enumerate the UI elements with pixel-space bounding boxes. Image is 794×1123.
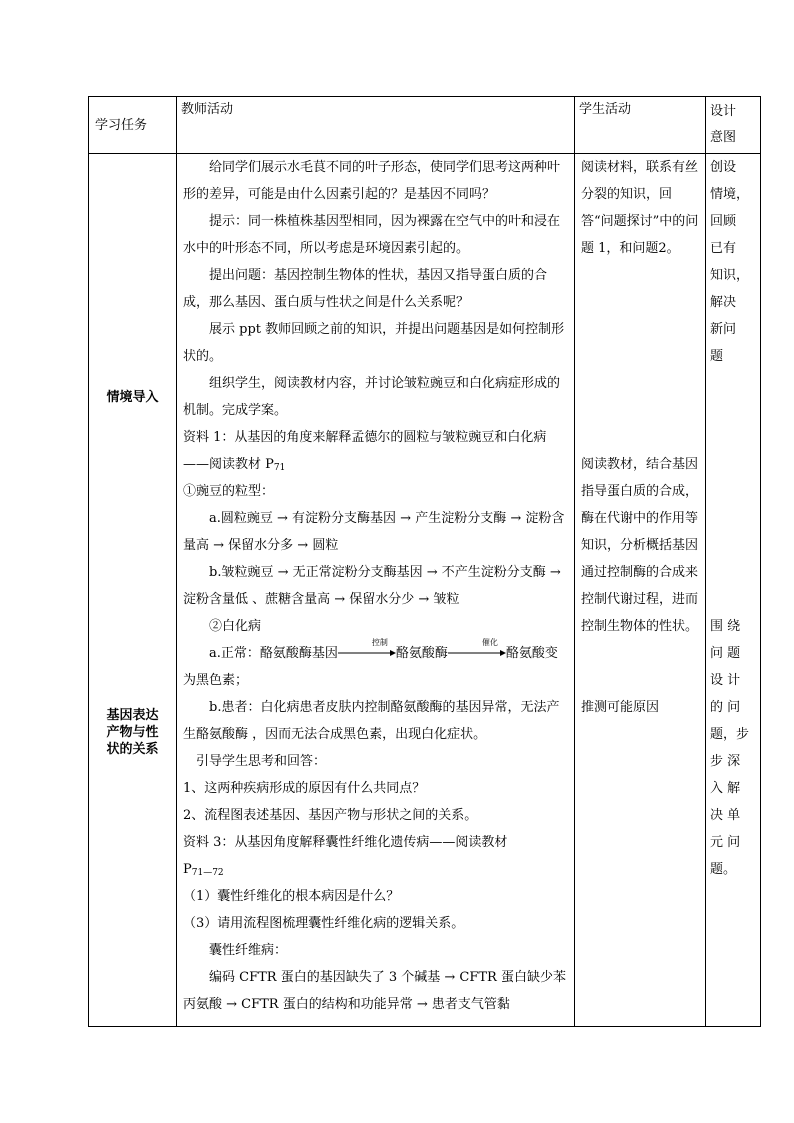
- teacher-para-7: [183, 451, 568, 478]
- task-column: [89, 154, 177, 1027]
- intent-line: 已有: [710, 241, 737, 256]
- task-label-intro: 情境导入: [106, 390, 159, 405]
- teacher-para-22: 编码 CFTR 蛋白的基因缺失了 3 个碱基 → CFTR 蛋白缺少苯丙氨酸 → CFTR 蛋白的结构和功能异常 → 患者支气管黏: [183, 970, 566, 1012]
- teacher-para-9: a.圆粒豌豆 → 有淀粉分支酶基因 → 产生淀粉分支酶 → 淀粉含量高 → 保留水分多 → 圆粒: [183, 511, 565, 553]
- table-body-row: [89, 154, 761, 1027]
- teacher-para-12-b: 酪氨酸酶: [395, 646, 448, 661]
- intent-spacer: [710, 370, 758, 613]
- teacher-para-18-page-sub: 71—72: [191, 868, 224, 878]
- teacher-para-15: 1、这两种疾病形成的原因有什么共同点？: [183, 781, 426, 796]
- intent-line: 题。: [710, 862, 737, 877]
- intent-block-1: [710, 154, 758, 370]
- teacher-para-21: 囊性纤维病：: [209, 943, 288, 958]
- lesson-plan-table-page: [88, 96, 760, 1025]
- intent-line: 围 绕: [710, 619, 741, 634]
- lesson-plan-table: [88, 96, 761, 1027]
- student-para-2: 阅读教材，结合基因指导蛋白质的合成，酶在代谢中的作用等知识，分析概括基因通过控制酶的合成来控制代谢过程，进而控制生物体的性状。: [581, 457, 699, 634]
- arrow-control-label: 控制: [371, 638, 388, 647]
- intent-line: 的 问: [710, 700, 741, 715]
- task-label-gene-expression: [89, 707, 176, 758]
- teacher-para-12-c: 酪氨酸变为黑色素；: [183, 646, 558, 688]
- student-activity-column: [575, 154, 706, 1027]
- teacher-para-2: 提示：同一株植株基因型相同，因为裸露在空气中的叶和浸在水中的叶形态不同，所以考虑是环境因素引起的。: [183, 214, 561, 256]
- teacher-para-10: b.皱粒豌豆 → 无正常淀粉分支酶基因 → 不产生淀粉分支酶 → 淀粉含量低 、蔗糖含量高 → 保留水分少 → 皱粒: [183, 565, 561, 607]
- student-para-1: 阅读材料，联系有丝分裂的知识，回答“问题探讨”中的问题 1，和问题2。: [581, 160, 699, 256]
- task-label-gene-line1: 基因表达: [106, 708, 159, 723]
- header-learning-task: 学习任务: [89, 97, 177, 154]
- header-teacher-activity: 教师活动: [177, 97, 575, 154]
- teacher-para-14: 引导学生思考和回答：: [196, 754, 327, 769]
- teacher-para-19: （1）囊性纤维化的根本病因是什么？: [183, 889, 400, 904]
- teacher-para-20: （3）请用流程图梳理囊性纤维化病的逻辑关系。: [183, 916, 465, 931]
- teacher-para-8: ①豌豆的粒型：: [183, 484, 275, 499]
- teacher-para-17: 资料 3：从基因角度解释囊性纤维化遗传病——阅读教材: [183, 835, 508, 850]
- intent-line: 知识，: [710, 268, 750, 283]
- teacher-para-16: 2、流程图表述基因、基因产物与形状之间的关系。: [183, 808, 478, 823]
- intent-line: 步 深: [710, 754, 741, 769]
- intent-line: 问 题: [710, 646, 741, 661]
- task-label-gene-line3: 状的关系: [106, 742, 159, 757]
- intent-line: 解决: [710, 295, 737, 310]
- arrow-control: [338, 638, 396, 659]
- intent-line: 入 解: [710, 781, 741, 796]
- arrow-right-icon: [338, 649, 396, 657]
- header-design-intent-line2: 意图: [710, 130, 737, 145]
- student-para-3: 推测可能原因: [581, 700, 660, 715]
- teacher-activity-column: [177, 154, 575, 1027]
- header-design-intent-line1: 设计: [710, 104, 737, 119]
- teacher-para-7-page-sub: 71: [273, 463, 286, 473]
- teacher-para-13: b.患者：白化病患者皮肤内控制酪氨酸酶的基因异常，无法产生酪氨酸酶 ，因而无法合成黑色素，出现白化症状。: [183, 700, 560, 742]
- intent-line: 新问: [710, 322, 737, 337]
- teacher-para-12-a: a.正常：酪氨酸酶基因: [209, 646, 338, 661]
- teacher-para-5: 组织学生，阅读教材内容，并讨论皱粒豌豆和白化病症形成的机制。完成学案。: [183, 376, 561, 418]
- intent-line: 元 问: [710, 835, 741, 850]
- teacher-para-7-text: ——阅读教材 P: [183, 457, 274, 472]
- task-label-gene-line2: 产物与性: [106, 725, 159, 740]
- header-design-intent: [706, 97, 761, 154]
- student-spacer-1: [581, 262, 699, 451]
- intent-line: 题: [710, 349, 724, 364]
- arrow-right-icon: [448, 649, 506, 657]
- teacher-para-18: [183, 856, 568, 883]
- intent-line: 决 单: [710, 808, 741, 823]
- arrow-catalyze: [448, 638, 506, 659]
- header-student-activity: 学生活动: [575, 97, 706, 154]
- teacher-para-4: 展示 ppt 教师回顾之前的知识，并提出问题基因是如何控制形状的。: [183, 322, 565, 364]
- intent-block-2: [710, 613, 758, 883]
- student-spacer-2: [581, 640, 699, 694]
- table-header-row: [89, 97, 761, 154]
- design-intent-column: [706, 154, 761, 1027]
- intent-line: 创设: [710, 160, 737, 175]
- teacher-para-3: 提出问题：基因控制生物体的性状，基因又指导蛋白质的合成，那么基因、蛋白质与性状之间是什么关系呢？: [183, 268, 548, 310]
- teacher-para-11: ②白化病: [209, 619, 262, 634]
- arrow-catalyze-label: 催化: [481, 638, 498, 647]
- intent-line: 情境，: [710, 187, 750, 202]
- teacher-para-12: [183, 640, 568, 694]
- teacher-para-6: 资料 1：从基因的角度来解释孟德尔的圆粒与皱粒豌豆和白化病: [183, 430, 547, 445]
- intent-line: 回顾: [710, 214, 737, 229]
- teacher-para-18-text: P: [183, 862, 192, 877]
- intent-line: 题，步: [710, 727, 750, 742]
- intent-line: 设 计: [710, 673, 741, 688]
- teacher-para-1: 给同学们展示水毛茛不同的叶子形态，使同学们思考这两种叶形的差异，可能是由什么因素引起的？是基因不同吗？: [183, 160, 561, 202]
